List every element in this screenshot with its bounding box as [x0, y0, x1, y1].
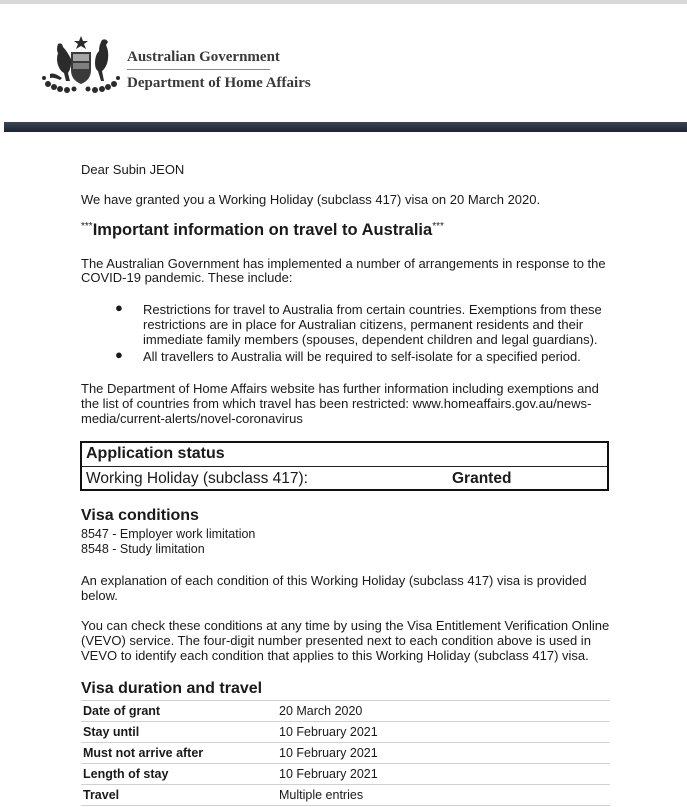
- website-line-1: The Department of Home Affairs website has further information including exemptions and: [81, 381, 599, 396]
- bullet-marker: ●: [115, 300, 123, 315]
- condition-item: 8547 - Employer work limitation: [81, 527, 256, 541]
- row-value: 10 February 2021: [279, 767, 378, 781]
- website-line-3: media/current-alerts/novel-coronavirus: [81, 411, 303, 426]
- department-name: Department of Home Affairs: [127, 75, 311, 91]
- bullet-2-line-1: All travellers to Australia will be required to self-isolate for a specified period.: [143, 349, 581, 364]
- table-row: [81, 701, 610, 722]
- vevo-line-1: You can check these conditions at any time by using the Visa Entitlement Verification Online: [81, 618, 610, 633]
- header-divider: [127, 69, 270, 70]
- coat-of-arms-icon: [40, 34, 122, 96]
- vevo-line-3: VEVO to identify each condition that applies to this Working Holiday (subclass 417) visa.: [81, 648, 589, 663]
- row-value: 10 February 2021: [279, 746, 378, 760]
- condition-item: 8548 - Study limitation: [81, 542, 205, 556]
- application-status-box: [80, 441, 609, 491]
- row-value: Multiple entries: [279, 788, 364, 802]
- row-label: Stay until: [83, 725, 140, 739]
- status-divider: [82, 466, 607, 467]
- row-value: 10 February 2021: [279, 725, 378, 739]
- header-band: [4, 122, 687, 132]
- letterhead: [0, 4, 687, 122]
- intro-line-2: COVID-19 pandemic. These include:: [81, 270, 293, 285]
- row-value: 20 March 2020: [279, 704, 363, 718]
- explanation-line-1: An explanation of each condition of this Working Holiday (subclass 417) visa is provided: [81, 573, 587, 588]
- row-label: Date of grant: [83, 704, 161, 718]
- row-label: Travel: [83, 788, 120, 802]
- visa-duration-heading: Visa duration and travel: [81, 680, 263, 697]
- status-label: Working Holiday (subclass 417):: [86, 470, 308, 487]
- visa-duration-table: [81, 701, 610, 806]
- salutation: Dear Subin JEON: [81, 162, 185, 177]
- explanation-line-2: below.: [81, 588, 118, 603]
- bullet-1-line-2: restrictions are in place for Australian citizens, permanent residents and their: [143, 317, 584, 332]
- important-heading: [81, 221, 444, 240]
- important-heading-text: Important information on travel to Australia: [92, 221, 433, 239]
- table-row: [81, 785, 610, 806]
- vevo-line-2: (VEVO) service. The four-digit number presented next to each condition above is used in: [81, 633, 591, 648]
- website-line-2: the list of countries from which travel has been restricted: www.homeaffairs.gov.au/news-: [81, 396, 592, 411]
- table-row: [81, 743, 610, 764]
- intro-line-1: The Australian Government has implemented a number of arrangements in response to the: [81, 256, 606, 271]
- table-row: [81, 764, 610, 785]
- status-value: Granted: [452, 470, 512, 487]
- table-row: [81, 722, 610, 743]
- grant-statement: We have granted you a Working Holiday (subclass 417) visa on 20 March 2020.: [81, 192, 541, 207]
- bullet-1-line-3: immediate family members (spouses, dependent children and legal guardians).: [143, 332, 598, 347]
- row-label: Must not arrive after: [83, 746, 204, 760]
- row-label: Length of stay: [83, 767, 169, 781]
- bullet-marker: ●: [115, 347, 123, 362]
- bullet-1-line-1: Restrictions for travel to Australia from certain countries. Exemptions from these: [143, 302, 602, 317]
- stars-right: ***: [432, 221, 444, 232]
- org-name: Australian Government: [127, 49, 280, 65]
- status-heading: Application status: [86, 445, 225, 462]
- stars-left: ***: [81, 221, 93, 232]
- visa-conditions-heading: Visa conditions: [81, 507, 199, 524]
